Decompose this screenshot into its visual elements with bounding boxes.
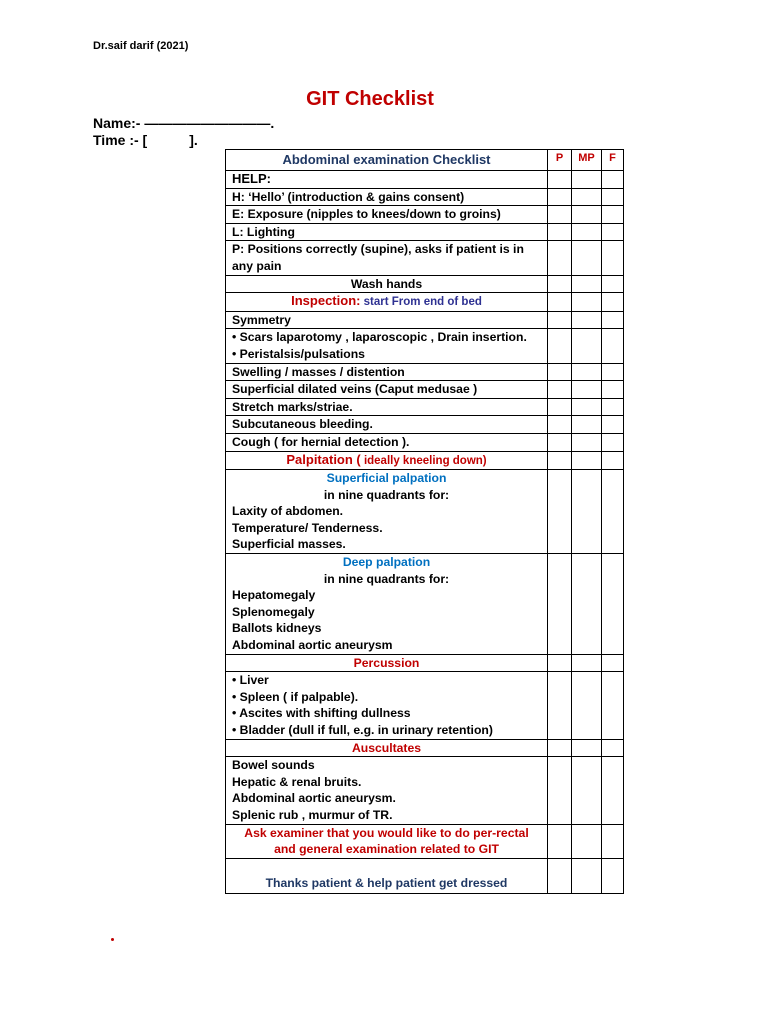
table-row — [226, 433, 624, 451]
mark-cell-f[interactable] — [602, 363, 624, 381]
mark-cell-f[interactable] — [602, 416, 624, 434]
percussion-item: • Ascites with shifting dullness — [232, 706, 411, 721]
mark-cell-f[interactable] — [602, 381, 624, 399]
palpation-note: ideally kneeling down) — [360, 454, 487, 467]
mark-cell-p[interactable] — [548, 188, 572, 206]
red-dot-mark — [111, 938, 114, 941]
mark-cell-p[interactable] — [548, 311, 572, 329]
col-header-mp: MP — [572, 150, 602, 171]
table-title: Abdominal examination Checklist — [226, 150, 548, 171]
table-row — [226, 672, 624, 739]
mark-cell-f[interactable] — [602, 654, 624, 672]
mark-cell-mp[interactable] — [572, 824, 602, 858]
superficial-palpation-title — [232, 470, 541, 503]
mark-cell-f[interactable] — [602, 241, 624, 275]
mark-cell-p[interactable] — [548, 398, 572, 416]
mark-cell-p[interactable] — [548, 363, 572, 381]
palpation-heading: Palpitation ( — [286, 451, 361, 467]
deep-palpation-label: Deep palpation — [342, 555, 431, 570]
help-heading: HELP: — [226, 171, 548, 189]
help-hello: H: ‘Hello’ (introduction & gains consent) — [226, 188, 548, 206]
mark-cell-p[interactable] — [548, 470, 572, 554]
scars: • Scars laparotomy , laparoscopic , Drain insertion. — [232, 330, 527, 345]
time-prefix: Time :- [ — [93, 132, 148, 148]
mark-cell-mp[interactable] — [572, 672, 602, 739]
mark-cell-f[interactable] — [602, 554, 624, 655]
deep-palpation-rest: in nine quadrants for: — [323, 571, 450, 586]
superficial-palpation-label: Superficial palpation — [326, 471, 447, 486]
deep-palpation-title — [232, 554, 541, 587]
mark-cell-mp[interactable] — [572, 470, 602, 554]
author-line: Dr.saif darif (2021) — [93, 40, 189, 52]
table-row — [226, 554, 624, 655]
mark-cell-f[interactable] — [602, 398, 624, 416]
auscultation-block — [226, 757, 548, 824]
mark-cell-f[interactable] — [602, 433, 624, 451]
mark-cell-f[interactable] — [602, 223, 624, 241]
mark-cell-p[interactable] — [548, 554, 572, 655]
thanks-patient: Thanks patient & help patient get dressed — [265, 876, 508, 891]
mark-cell-f[interactable] — [602, 470, 624, 554]
deep-item: Splenomegaly — [232, 604, 315, 619]
table-row — [226, 470, 624, 554]
mark-cell-mp[interactable] — [572, 757, 602, 824]
help-exposure: E: Exposure (nipples to knees/down to groins) — [226, 206, 548, 224]
mark-cell-p[interactable] — [548, 293, 572, 312]
page-title: GIT Checklist — [306, 88, 434, 110]
mark-cell-mp[interactable] — [572, 293, 602, 312]
mark-cell-f[interactable] — [602, 171, 624, 189]
mark-cell-p[interactable] — [548, 241, 572, 275]
palpation-heading-cell — [226, 451, 548, 470]
table-row — [226, 824, 624, 858]
mark-cell-mp[interactable] — [572, 739, 602, 757]
mark-cell-mp[interactable] — [572, 858, 602, 893]
table-row — [226, 311, 624, 329]
table-row — [226, 757, 624, 824]
col-header-p: P — [548, 150, 572, 171]
cough: Cough ( for hernial detection ). — [226, 433, 548, 451]
name-field-line: Name:- —————————. — [93, 115, 275, 131]
mark-cell-mp[interactable] — [572, 241, 602, 275]
table-header-row — [226, 150, 624, 171]
mark-cell-mp[interactable] — [572, 223, 602, 241]
percussion-item: • Bladder (dull if full, e.g. in urinary retention) — [232, 723, 493, 737]
mark-cell-p[interactable] — [548, 757, 572, 824]
mark-cell-p[interactable] — [548, 171, 572, 189]
mark-cell-p[interactable] — [548, 739, 572, 757]
subcutaneous-bleeding: Subcutaneous bleeding. — [226, 416, 548, 434]
help-lighting: L: Lighting — [226, 223, 548, 241]
mark-cell-mp[interactable] — [572, 398, 602, 416]
percussion-block — [226, 672, 548, 739]
mark-cell-p[interactable] — [548, 451, 572, 470]
table-row — [226, 241, 624, 275]
percussion-heading: Percussion — [226, 654, 548, 672]
mark-cell-p[interactable] — [548, 416, 572, 434]
dilated-veins: Superficial dilated veins (Caput medusae ) — [226, 381, 548, 399]
percussion-item: • Spleen ( if palpable). — [232, 689, 359, 704]
section-row-auscultation — [226, 739, 624, 757]
mark-cell-mp[interactable] — [572, 329, 602, 363]
mark-cell-f[interactable] — [602, 275, 624, 293]
superficial-palpation-block — [226, 470, 548, 554]
superficial-item: Superficial masses. — [232, 537, 346, 552]
mark-cell-p[interactable] — [548, 329, 572, 363]
mark-cell-p[interactable] — [548, 223, 572, 241]
mark-cell-f[interactable] — [602, 824, 624, 858]
deep-item: Abdominal aortic aneurysm — [232, 638, 393, 653]
deep-item: Ballots kidneys — [232, 621, 322, 636]
scars-peristalsis — [226, 329, 548, 363]
checklist-table — [225, 149, 624, 894]
mark-cell-f[interactable] — [602, 329, 624, 363]
mark-cell-mp[interactable] — [572, 206, 602, 224]
help-position: P: Positions correctly (supine), asks if patient is in any pain — [226, 241, 548, 275]
wash-hands: Wash hands — [226, 275, 548, 293]
mark-cell-mp[interactable] — [572, 554, 602, 655]
mark-cell-p[interactable] — [548, 824, 572, 858]
inspection-note: start From end of bed — [360, 296, 482, 309]
mark-cell-p[interactable] — [548, 206, 572, 224]
table-row — [226, 398, 624, 416]
deep-item: Hepatomegaly — [232, 588, 316, 603]
auscultation-heading: Auscultates — [226, 739, 548, 757]
inspection-heading-cell — [226, 293, 548, 312]
mark-cell-f[interactable] — [602, 757, 624, 824]
superficial-palpation-rest: in nine quadrants for: — [323, 487, 450, 502]
mark-cell-f[interactable] — [602, 188, 624, 206]
mark-cell-f[interactable] — [602, 206, 624, 224]
mark-cell-f[interactable] — [602, 672, 624, 739]
mark-cell-f[interactable] — [602, 739, 624, 757]
mark-cell-f[interactable] — [602, 451, 624, 470]
ask-examiner-line: and general examination related to GIT — [274, 842, 499, 857]
mark-cell-mp[interactable] — [572, 311, 602, 329]
table-row — [226, 381, 624, 399]
table-row — [226, 329, 624, 363]
swelling: Swelling / masses / distention — [226, 363, 548, 381]
section-row-percussion — [226, 654, 624, 672]
auscultation-item: Bowel sounds — [232, 758, 315, 773]
table-row — [226, 171, 624, 189]
mark-cell-mp[interactable] — [572, 433, 602, 451]
table-row — [226, 275, 624, 293]
table-row — [226, 416, 624, 434]
mark-cell-p[interactable] — [548, 433, 572, 451]
deep-palpation-block — [226, 554, 548, 655]
inspection-heading: Inspection: — [291, 293, 361, 309]
mark-cell-mp[interactable] — [572, 363, 602, 381]
striae: Stretch marks/striae. — [226, 398, 548, 416]
mark-cell-p[interactable] — [548, 381, 572, 399]
thanks-patient-cell — [226, 858, 548, 893]
mark-cell-mp[interactable] — [572, 188, 602, 206]
auscultation-item: Abdominal aortic aneurysm. — [232, 791, 396, 806]
mark-cell-mp[interactable] — [572, 171, 602, 189]
table-row — [226, 188, 624, 206]
ask-examiner-line: Ask examiner that you would like to do per-rectal — [244, 825, 529, 840]
mark-cell-f[interactable] — [602, 858, 624, 893]
mark-cell-mp[interactable] — [572, 416, 602, 434]
mark-cell-f[interactable] — [602, 293, 624, 312]
mark-cell-mp[interactable] — [572, 381, 602, 399]
mark-cell-p[interactable] — [548, 275, 572, 293]
table-row — [226, 858, 624, 893]
ask-examiner — [226, 824, 548, 858]
symmetry: Symmetry — [226, 311, 548, 329]
mark-cell-p[interactable] — [548, 672, 572, 739]
superficial-item: Laxity of abdomen. — [232, 504, 344, 519]
percussion-item: • Liver — [232, 673, 269, 688]
mark-cell-p[interactable] — [548, 858, 572, 893]
mark-cell-mp[interactable] — [572, 275, 602, 293]
time-suffix: ]. — [189, 132, 198, 148]
col-header-f: F — [602, 150, 624, 171]
mark-cell-f[interactable] — [602, 311, 624, 329]
mark-cell-mp[interactable] — [572, 654, 602, 672]
superficial-item: Temperature/ Tenderness. — [232, 520, 383, 535]
section-row-inspection — [226, 293, 624, 312]
auscultation-item: Splenic rub , murmur of TR. — [232, 807, 393, 822]
mark-cell-p[interactable] — [548, 654, 572, 672]
mark-cell-mp[interactable] — [572, 451, 602, 470]
peristalsis: • Peristalsis/pulsations — [232, 346, 365, 361]
table-row — [226, 363, 624, 381]
auscultation-item: Hepatic & renal bruits. — [232, 774, 362, 789]
table-row — [226, 206, 624, 224]
section-row-palpation — [226, 451, 624, 470]
table-row — [226, 223, 624, 241]
time-field-line — [93, 132, 198, 148]
